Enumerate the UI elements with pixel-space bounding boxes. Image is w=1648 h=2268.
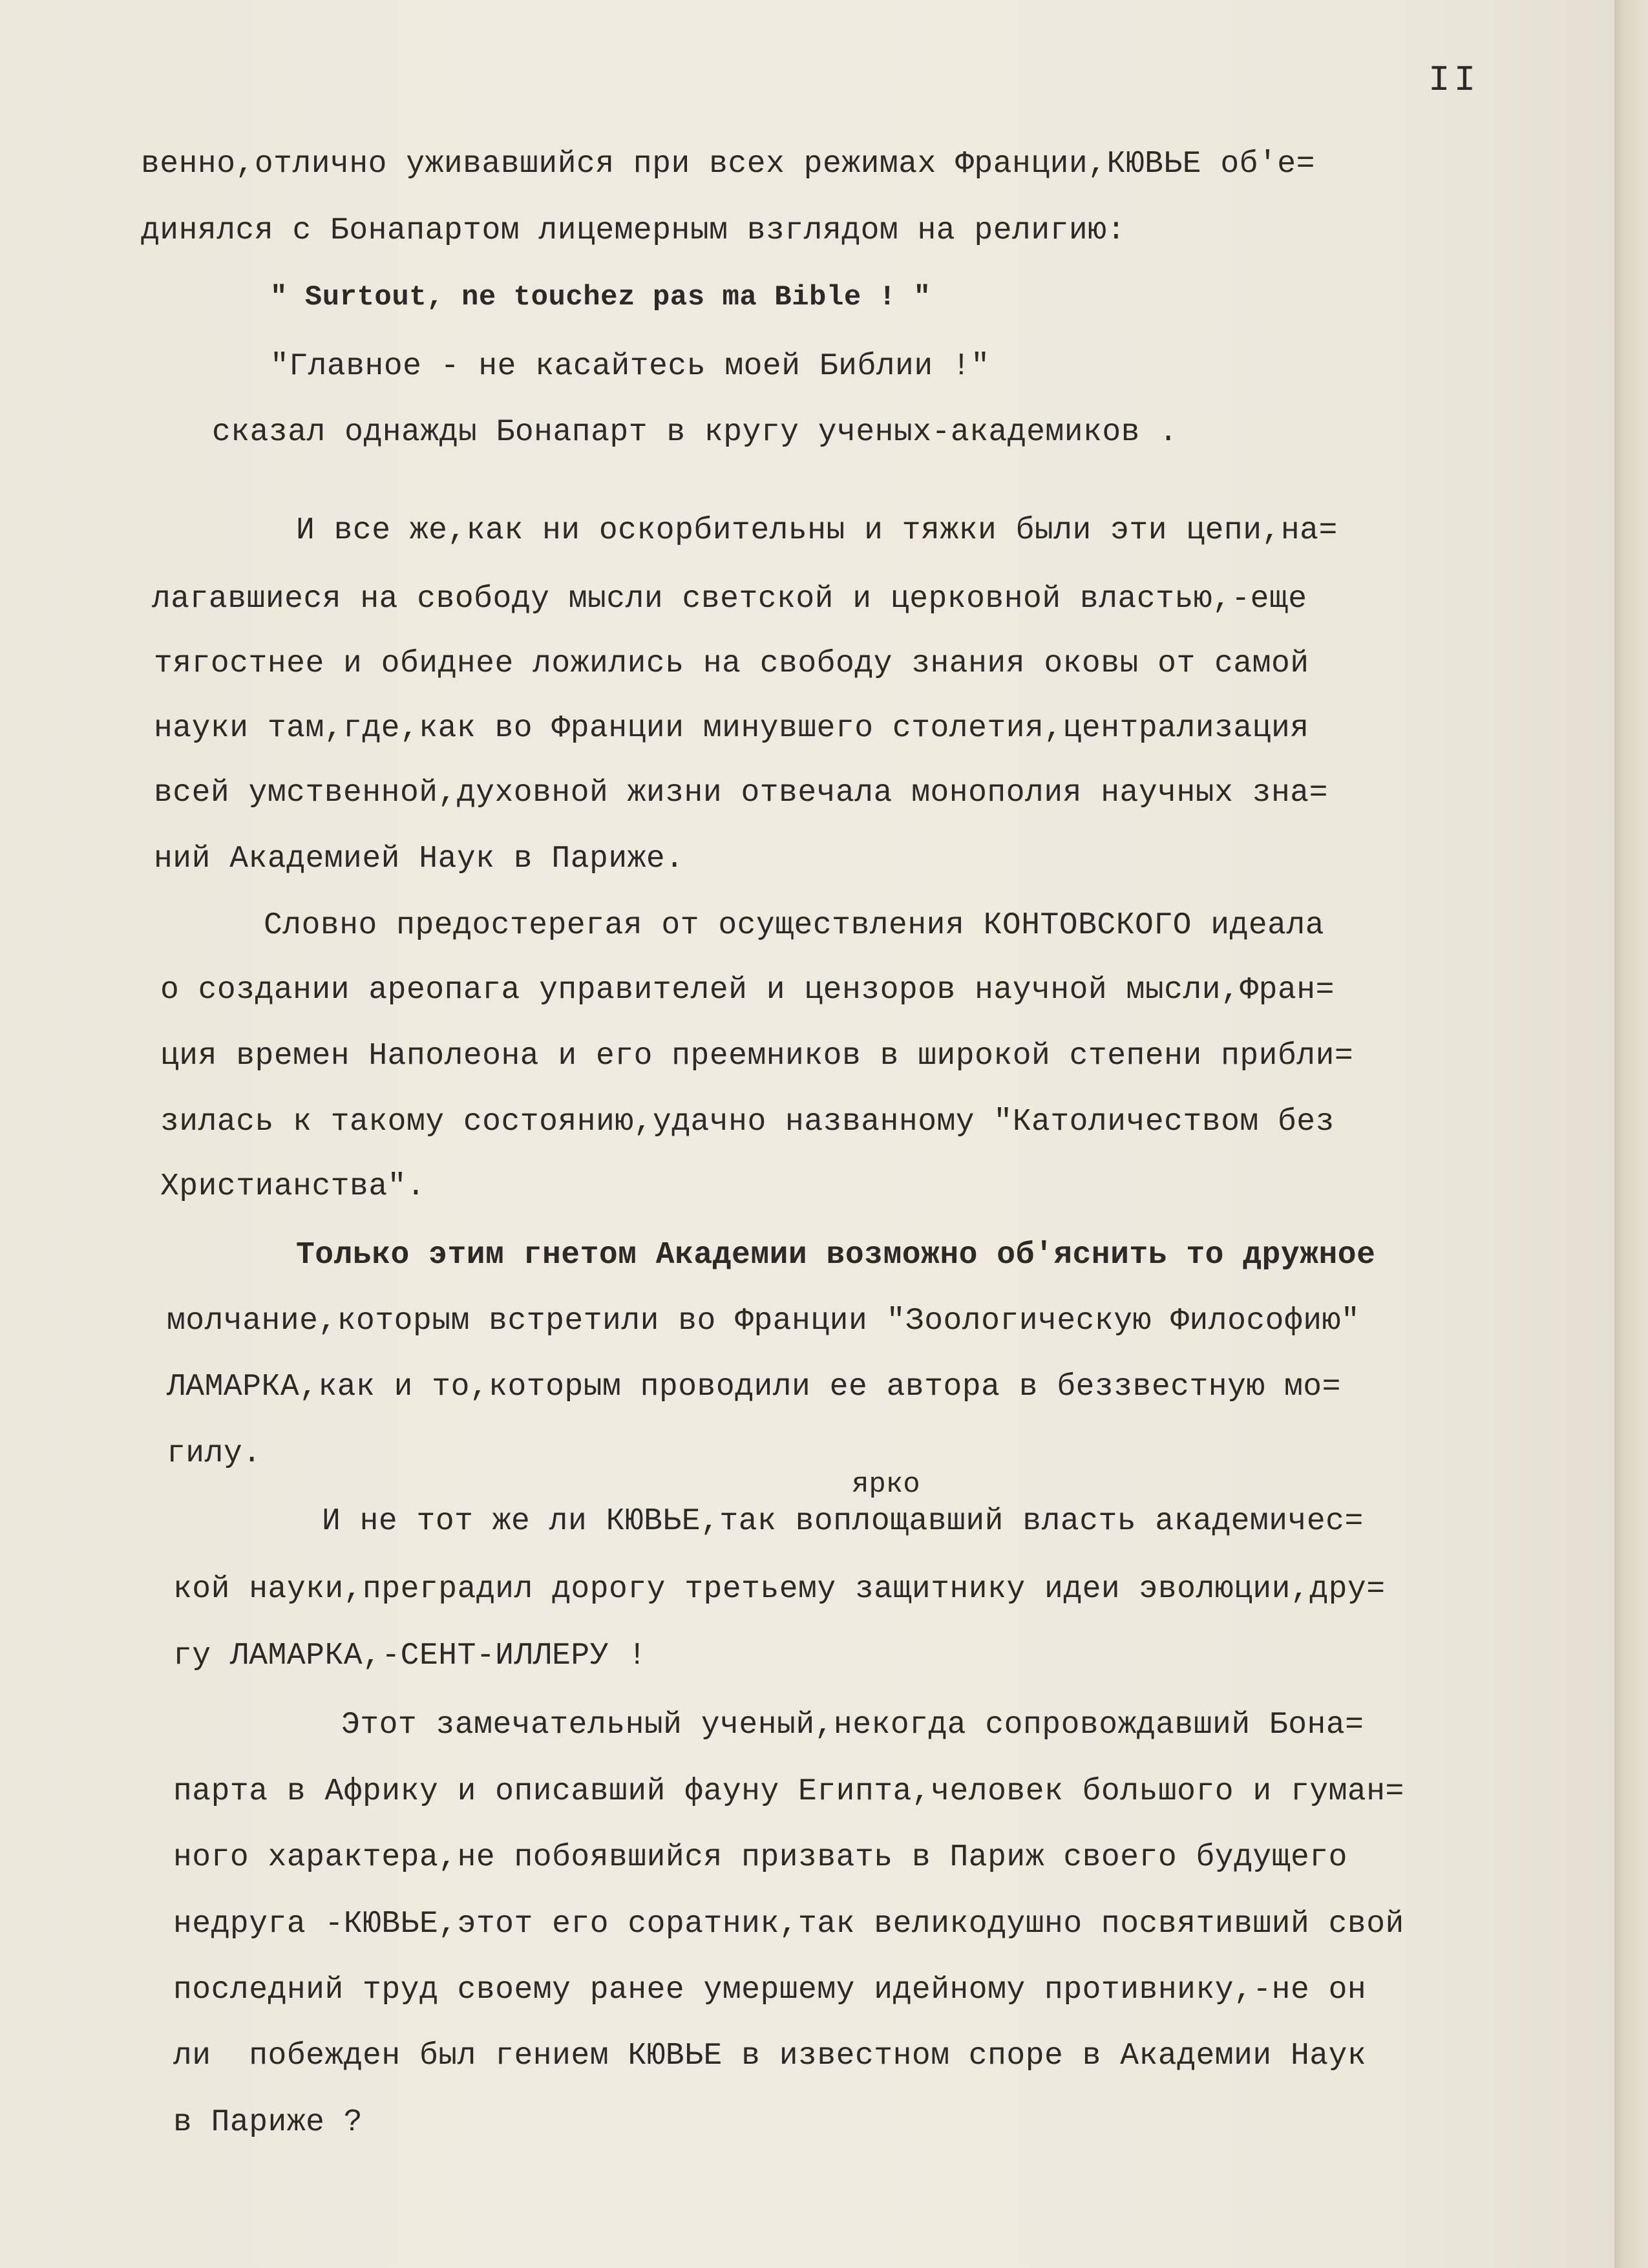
text-line: о создании ареопага управителей и цензоров научной мысли,Фран=	[160, 973, 1335, 1008]
text-line: тягостнее и обиднее ложились на свободу знания оковы от самой	[154, 646, 1309, 681]
text-line: ний Академией Наук в Париже.	[154, 842, 684, 876]
text-line: зилась к такому состоянию,удачно названному "Католичеством без	[160, 1105, 1335, 1139]
text-line: в Париже ?	[173, 2105, 363, 2140]
text-line: ного характера,не побоявшийся призвать в Париж своего будущего	[173, 1840, 1347, 1875]
text-line: сказал однажды Бонапарт в кругу ученых-академиков .	[212, 415, 1178, 450]
text-line: И все же,как ни оскорбительны и тяжки были эти цепи,на=	[296, 513, 1338, 548]
text-line: Этот замечательный ученый,некогда сопровождавший Бона=	[341, 1708, 1364, 1743]
text-line: "Главное - не касайтесь моей Библии !"	[270, 349, 990, 384]
text-line: гилу.	[167, 1436, 262, 1471]
text-line: гу ЛАМАРКА,-СЕНТ-ИЛЛЕРУ !	[173, 1638, 647, 1673]
text-line: Христианства".	[160, 1169, 426, 1204]
text-line: всей умственной,духовной жизни отвечала монополия научных зна=	[154, 776, 1328, 811]
text-line: молчание,которым встретили во Франции "Зоологическую Философию"	[167, 1304, 1360, 1339]
text-line: Только этим гнетом Академии возможно об'яснить то дружное	[296, 1238, 1376, 1273]
text-line: венно,отлично уживавшийся при всех режимах Франции,КЮВЬЕ об'е=	[141, 147, 1315, 182]
text-line: кой науки,преградил дорогу третьему защитнику идеи эволюции,дру=	[173, 1572, 1386, 1607]
text-line: последний труд своему ранее умершему идейному противнику,-не он	[173, 1973, 1367, 2008]
text-line: ЛАМАРКА,как и то,которым проводили ее автора в беззвестную мо=	[167, 1370, 1341, 1404]
page-edge	[1614, 0, 1648, 2268]
handwritten-insertion: ярко	[852, 1468, 920, 1501]
text-line: лагавшиеся на свободу мысли светской и церковной властью,-еще	[152, 582, 1307, 617]
text-line: И не тот же ли КЮВЬЕ,так воплощавший власть академичес=	[322, 1504, 1364, 1539]
text-line: " Surtout, ne touchez pas ma Bible ! "	[270, 281, 931, 313]
text-line: Словно предостерегая от осуществления КОНТОВСКОГО идеала	[264, 908, 1325, 943]
text-line: парта в Африку и описавший фауну Египта,человек большого и гуман=	[173, 1774, 1404, 1809]
text-line: ция времен Наполеона и его преемников в широкой степени прибли=	[160, 1039, 1354, 1074]
page-number: II	[1428, 59, 1480, 101]
text-line: ли побежден был гением КЮВЬЕ в известном споре в Академии Наук	[173, 2039, 1367, 2073]
text-line: науки там,где,как во Франции минувшего столетия,централизация	[154, 711, 1309, 746]
text-line: недруга -КЮВЬЕ,этот его соратник,так великодушно посвятивший свой	[173, 1907, 1404, 1942]
text-line: динялся с Бонапартом лицемерным взглядом на религию:	[141, 213, 1126, 248]
